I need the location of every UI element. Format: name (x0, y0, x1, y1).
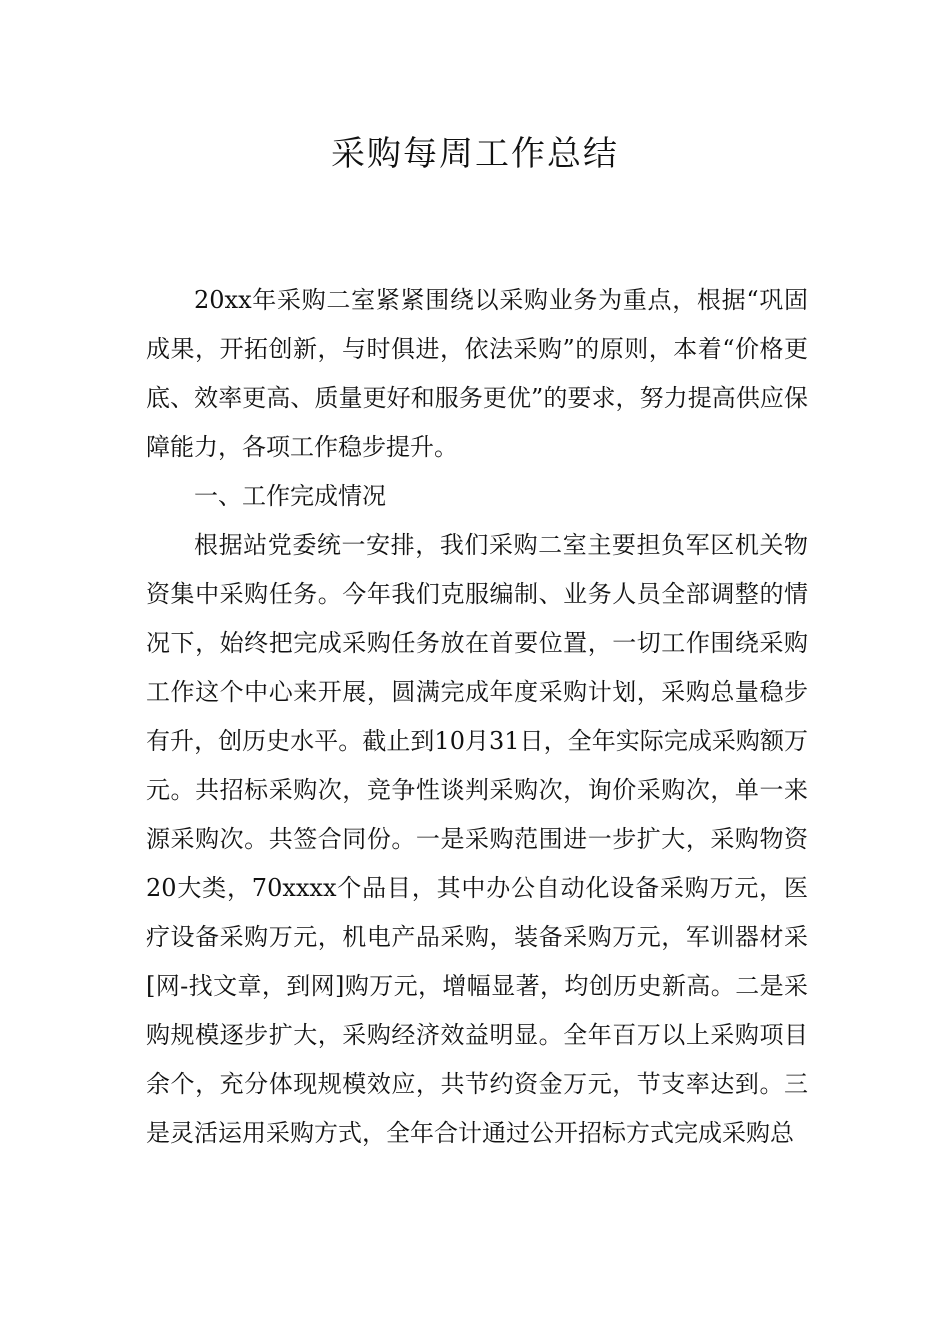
paragraph-work-completion: 根据站党委统一安排，我们采购二室主要担负军区机关物资集中采购任务。今年我们克服编制、业务人员全部调整的情况下，始终把完成采购任务放在首要位置，一切工作围绕采购工作这个中心来开展，圆满完成年度采购计划，采购总量稳步有升，创历史水平。截止到10月31日，全年实际完成采购额万元。共招标采购次，竞争性谈判采购次，询价采购次，单一来源采购次。共签合同份。一是采购范围进一步扩大，采购物资20大类，70xxxx个品目，其中办公自动化设备采购万元，医疗设备采购万元，机电产品采购，装备采购万元，军训器材采[网-找文章，到网]购万元，增幅显著，均创历史新高。二是采购规模逐步扩大，采购经济效益明显。全年百万以上采购项目余个，充分体现规模效应，共节约资金万元，节支率达到。三是灵活运用采购方式，全年合计通过公开招标方式完成采购总 (146, 531, 808, 1147)
document-title: 采购每周工作总结 (331, 134, 619, 174)
document-body (146, 276, 808, 1158)
paragraph-intro: 20xx年采购二室紧紧围绕以采购业务为重点，根据“巩固成果，开拓创新，与时俱进，依法采购”的原则，本着“价格更底、效率更高、质量更好和服务更优”的要求，努力提高供应保障能力，各项工作稳步提升。 (146, 286, 808, 461)
section-heading-work-completion: 一、工作完成情况 (194, 482, 386, 510)
